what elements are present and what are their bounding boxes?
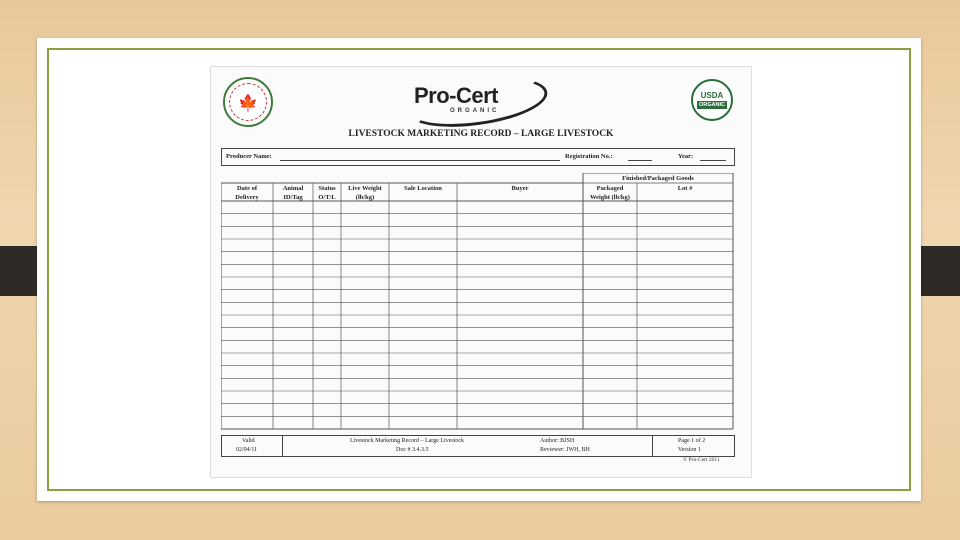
registration-label: Registration No.: — [565, 153, 613, 160]
year-field[interactable] — [700, 160, 726, 161]
registration-field[interactable] — [628, 160, 652, 161]
column-header — [221, 184, 273, 202]
producer-name-field[interactable] — [280, 160, 560, 161]
canada-organic-logo — [223, 77, 273, 127]
footer-doc-number: Doc # 3.4.3.5 — [396, 447, 429, 453]
footer-page: Page 1 of 2 — [678, 438, 706, 444]
footer-doc-title: Livestock Marketing Record – Large Livestock — [350, 438, 465, 444]
producer-label: Producer Name: — [226, 153, 272, 160]
form-footer — [221, 435, 735, 457]
column-header — [637, 184, 733, 193]
footer-reviewers: Reviewer: JWH, BH — [540, 447, 590, 453]
column-header — [273, 184, 313, 202]
column-header-line: Delivery — [235, 194, 259, 201]
valid-date: 02/04/11 — [236, 447, 258, 453]
column-header-line: Lot # — [677, 185, 693, 192]
column-header-line: Animal — [282, 185, 304, 192]
year-label: Year: — [678, 153, 694, 160]
group-header: Finished/Packaged Goods — [622, 175, 694, 182]
maple-leaf-icon: 🍁 — [238, 92, 258, 112]
column-header — [313, 184, 341, 202]
column-header-line: Packaged — [596, 185, 624, 192]
column-header — [457, 184, 583, 193]
column-header-line: Date of — [236, 185, 258, 192]
column-header-line: Live Weight — [348, 185, 382, 192]
valid-label: Valid — [242, 438, 255, 444]
column-header-line: Weight (lb/kg) — [590, 194, 630, 201]
column-header — [389, 184, 457, 193]
column-header-line: ID/Tag — [283, 194, 303, 201]
column-header — [583, 184, 637, 202]
form-title: LIVESTOCK MARKETING RECORD – LARGE LIVESTOCK — [348, 129, 614, 139]
usda-organic-logo: USDA ORGANIC — [691, 79, 733, 121]
footer-version: Version 1 — [678, 447, 701, 453]
copyright-note: © Pro-Cert 2011 — [683, 457, 720, 463]
column-header-line: Status — [318, 185, 336, 192]
footer-author: Author: BJSH — [540, 438, 575, 444]
column-header-line: Sale Location — [404, 185, 442, 192]
records-table — [221, 173, 735, 431]
procert-logo: Pro-Cert ORGANIC — [406, 77, 546, 123]
column-header-line: (lb/kg) — [355, 194, 375, 201]
producer-row — [221, 148, 735, 166]
column-header-line: O/T/L — [318, 194, 336, 201]
column-header-line: Buyer — [511, 185, 529, 192]
scanned-form — [210, 66, 752, 478]
column-header — [341, 184, 389, 202]
records-grid[interactable] — [221, 173, 735, 431]
